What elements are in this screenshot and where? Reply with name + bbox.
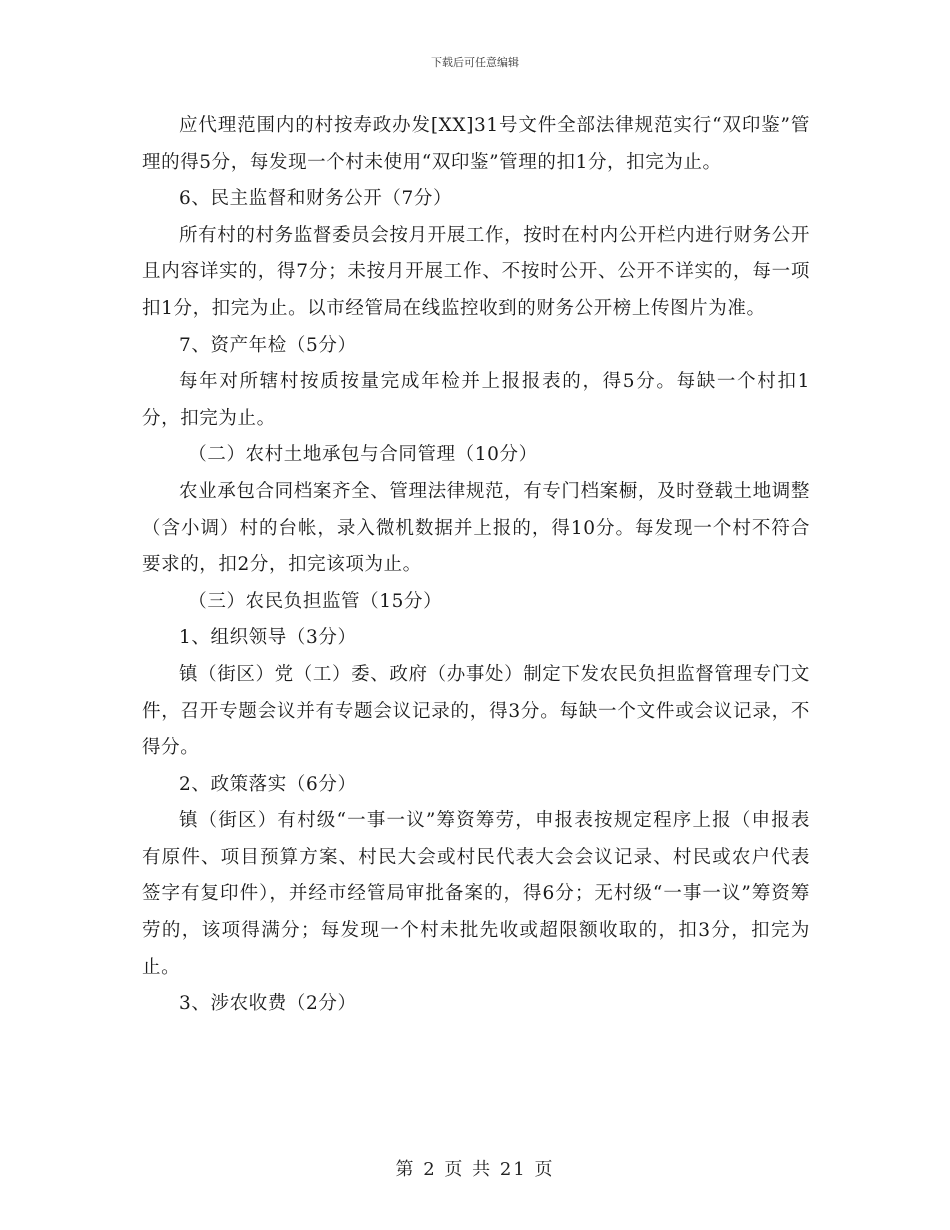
paragraph-policy: 镇（街区）有村级“一事一议”筹资筹劳，申报表按规定程序上报（申报表有原件、项目预算方案、村民大会或村民代表大会会议记录、村民或农户代表签字有复印件），并经市经管局审批备案的，得6分；无村级“一事一议”筹资筹劳的，该项得满分；每发现一个村未批先收或超限额收取的，扣3分，扣完为止。 xyxy=(142,810,810,978)
paragraph-asset-inspection: 每年对所辖村按质按量完成年检并上报报表的，得5分。每缺一个村扣1分，扣完为止。 xyxy=(142,371,810,429)
section-heading-farmer-burden: （三）农民负担监管（15分） xyxy=(188,590,443,612)
page-footer: 第 2 页 共 21 页 xyxy=(395,1159,555,1180)
document-body xyxy=(142,108,810,1023)
section-heading-agri-fees: 3、涉农收费（2分） xyxy=(179,993,357,1015)
section-heading-asset-inspection: 7、资产年检（5分） xyxy=(179,334,357,356)
section-heading-land-contract: （二）农村土地承包与合同管理（10分） xyxy=(188,444,538,466)
section-heading-policy: 2、政策落实（6分） xyxy=(179,773,357,795)
paragraph-double-seal: 应代理范围内的村按寿政办发[XX]31号文件全部法律规范实行“双印鉴”管理的得5分，每发现一个村未使用“双印鉴”管理的扣1分，扣完为止。 xyxy=(142,115,810,173)
header-note: 下载后可任意编辑 xyxy=(431,56,519,69)
paragraph-financial-disclosure: 所有村的村务监督委员会按月开展工作，按时在村内公开栏内进行财务公开且内容详实的，得7分；未按月开展工作、不按时公开、公开不详实的，每一项扣1分，扣完为止。以市经管局在线监控收到的财务公开榜上传图片为准。 xyxy=(142,224,810,319)
section-heading-democratic-supervision: 6、民主监督和财务公开（7分） xyxy=(179,188,453,210)
section-heading-organization: 1、组织领导（3分） xyxy=(179,627,357,649)
paragraph-land-contract: 农业承包合同档案齐全、管理法律规范，有专门档案橱，及时登载土地调整（含小调）村的台帐，录入微机数据并上报的，得10分。每发现一个村不符合要求的，扣2分，扣完该项为止。 xyxy=(142,480,810,576)
paragraph-organization: 镇（街区）党（工）委、政府（办事处）制定下发农民负担监督管理专门文件，召开专题会议并有专题会议记录的，得3分。每缺一个文件或会议记录，不得分。 xyxy=(142,663,810,759)
